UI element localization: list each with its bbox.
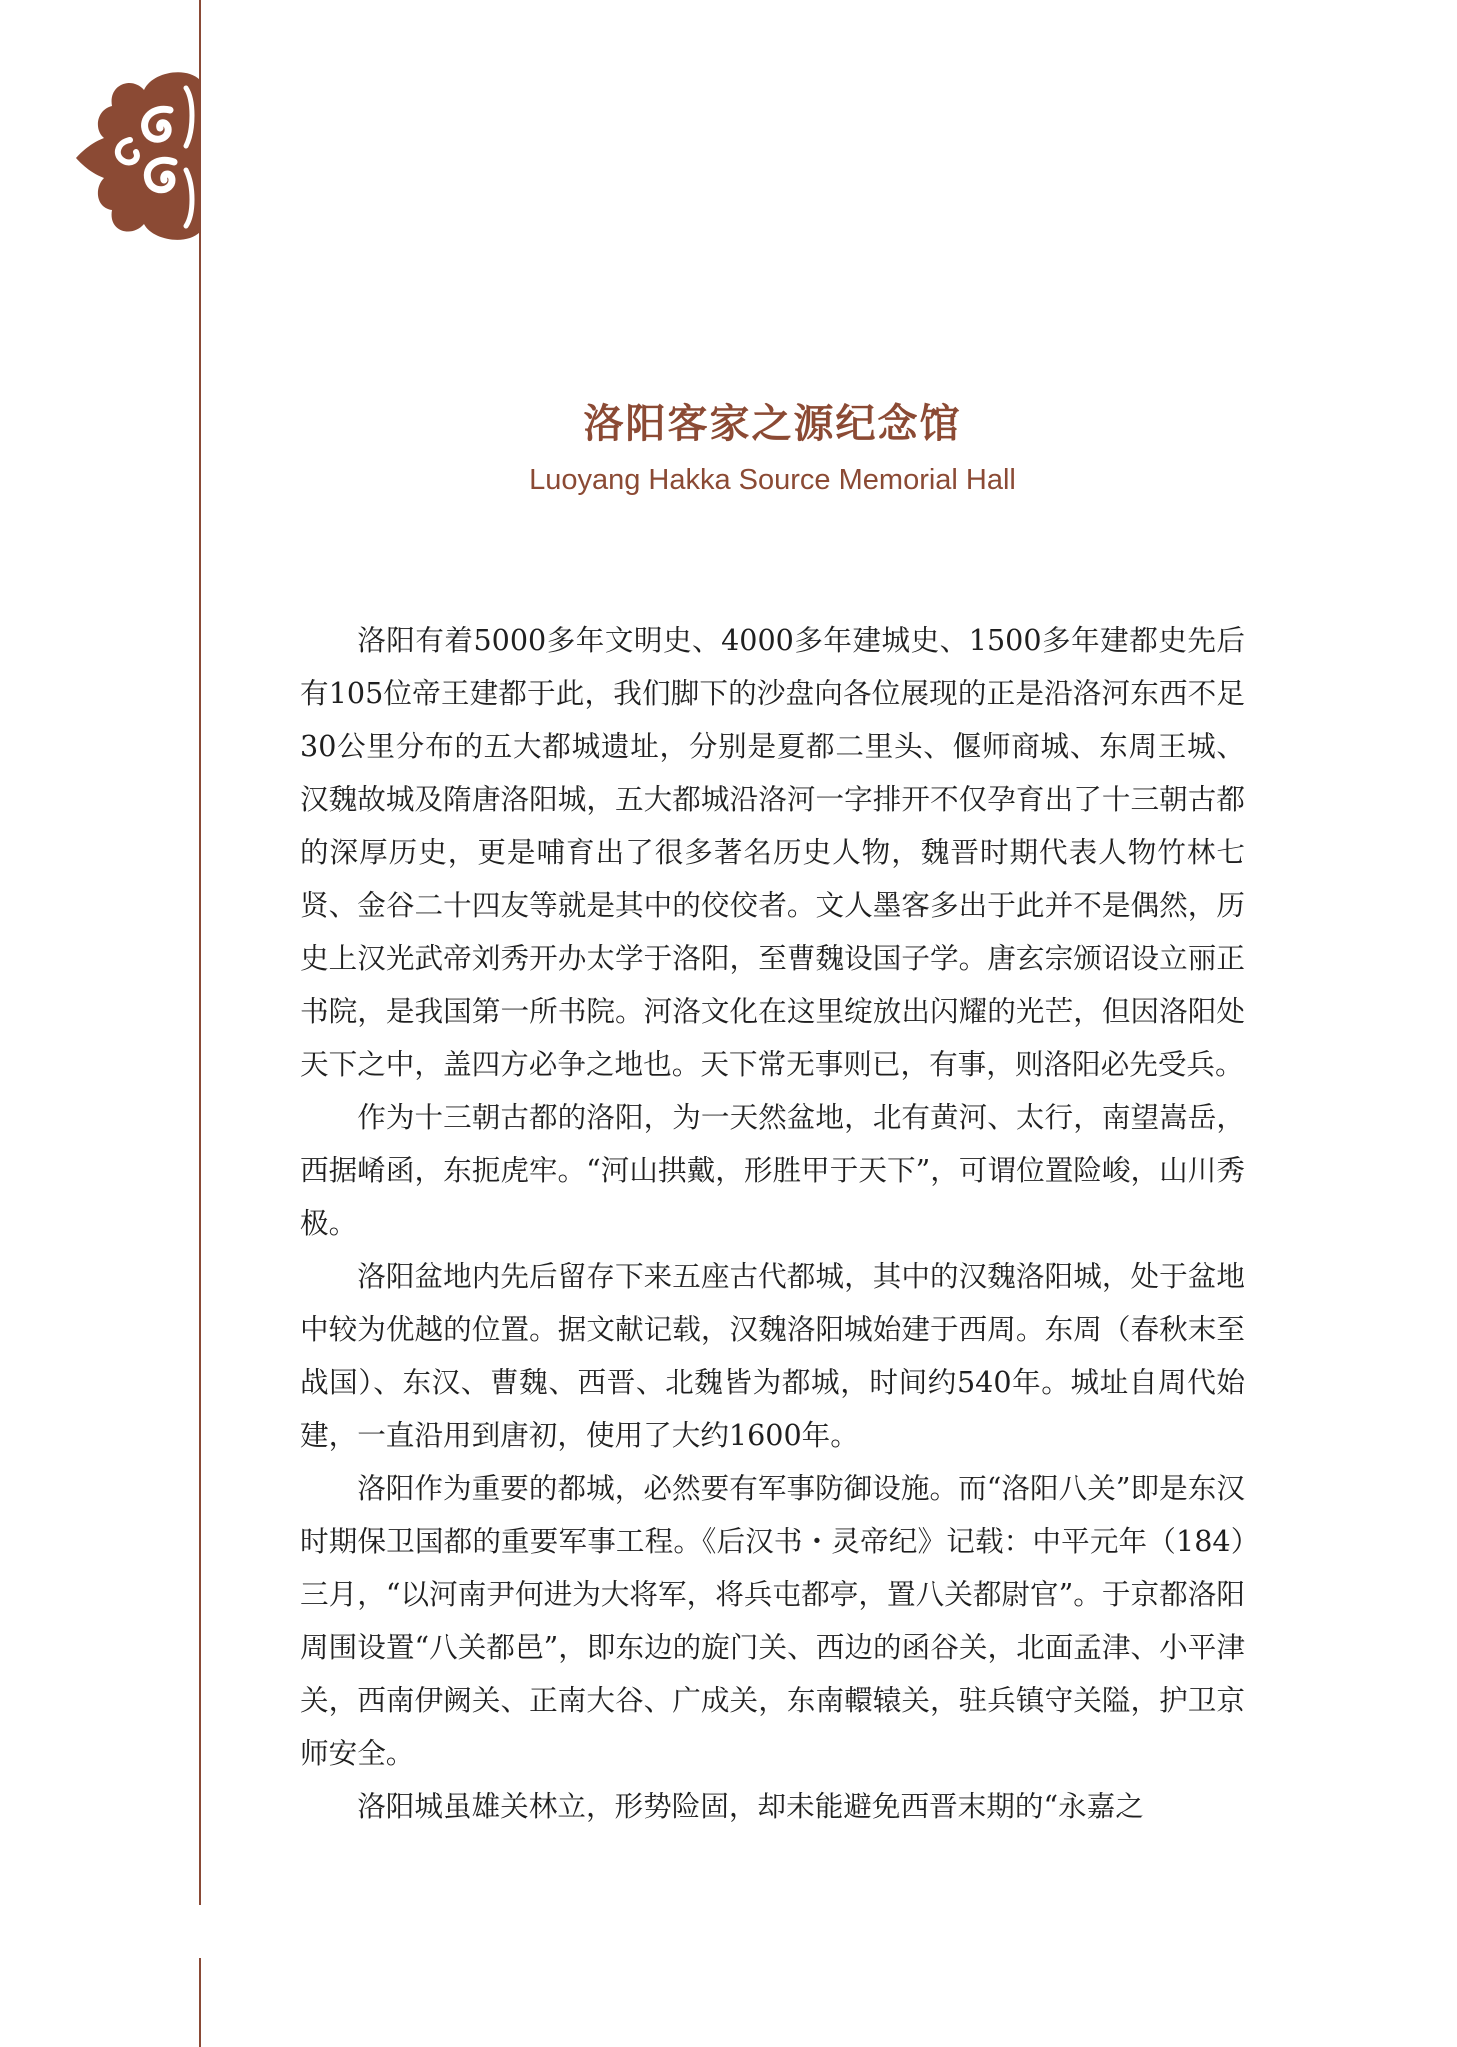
page-subtitle: Luoyang Hakka Source Memorial Hall	[529, 464, 1016, 496]
paragraph: 洛阳作为重要的都城，必然要有军事防御设施。而“洛阳八关”即是东汉时期保卫国都的重要军事工程。《后汉书・灵帝纪》记载：中平元年（184）三月，“以河南尹何进为大将军，将兵屯都亭，置八关都尉官”。于京都洛阳周围设置“八关都邑”，即东边的旋门关、西边的函谷关，北面孟津、小平津关，西南伊阙关、正南大谷、广成关，东南轘辕关，驻兵镇守关隘，护卫京师安全。	[300, 1471, 1245, 1770]
paragraph: 洛阳盆地内先后留存下来五座古代都城，其中的汉魏洛阳城，处于盆地中较为优越的位置。据文献记载，汉魏洛阳城始建于西周。东周（春秋末至战国）、东汉、曹魏、西晋、北魏皆为都城，时间约540年。城址自周代始建，一直沿用到唐初，使用了大约1600年。	[300, 1259, 1245, 1452]
margin-rule-top	[199, 0, 201, 1905]
paragraph: 作为十三朝古都的洛阳，为一天然盆地，北有黄河、太行，南望嵩岳，西据崤函，东扼虎牢。“河山拱戴，形胜甲于天下”，可谓位置险峻，山川秀极。	[300, 1100, 1245, 1240]
article-body	[300, 614, 1245, 1833]
margin-rule-bottom	[199, 1958, 201, 2047]
auspicious-cloud-icon	[74, 70, 204, 240]
paragraph: 洛阳有着5000多年文明史、4000多年建城史、1500多年建都史先后有105位帝王建都于此，我们脚下的沙盘向各位展现的正是沿洛河东西不足30公里分布的五大都城遗址，分别是夏都二里头、偃师商城、东周王城、汉魏故城及隋唐洛阳城，五大都城沿洛河一字排开不仅孕育出了十三朝古都的深厚历史，更是哺育出了很多著名历史人物，魏晋时期代表人物竹林七贤、金谷二十四友等就是其中的佼佼者。文人墨客多出于此并不是偶然，历史上汉光武帝刘秀开办太学于洛阳，至曹魏设国子学。唐玄宗颁诏设立丽正书院，是我国第一所书院。河洛文化在这里绽放出闪耀的光芒，但因洛阳处天下之中，盖四方必争之地也。天下常无事则已，有事，则洛阳必先受兵。	[300, 623, 1245, 1081]
page-title: 洛阳客家之源纪念馆	[583, 401, 962, 447]
paragraph: 洛阳城虽雄关林立，形势险固，却未能避免西晋末期的“永嘉之	[357, 1789, 1144, 1823]
